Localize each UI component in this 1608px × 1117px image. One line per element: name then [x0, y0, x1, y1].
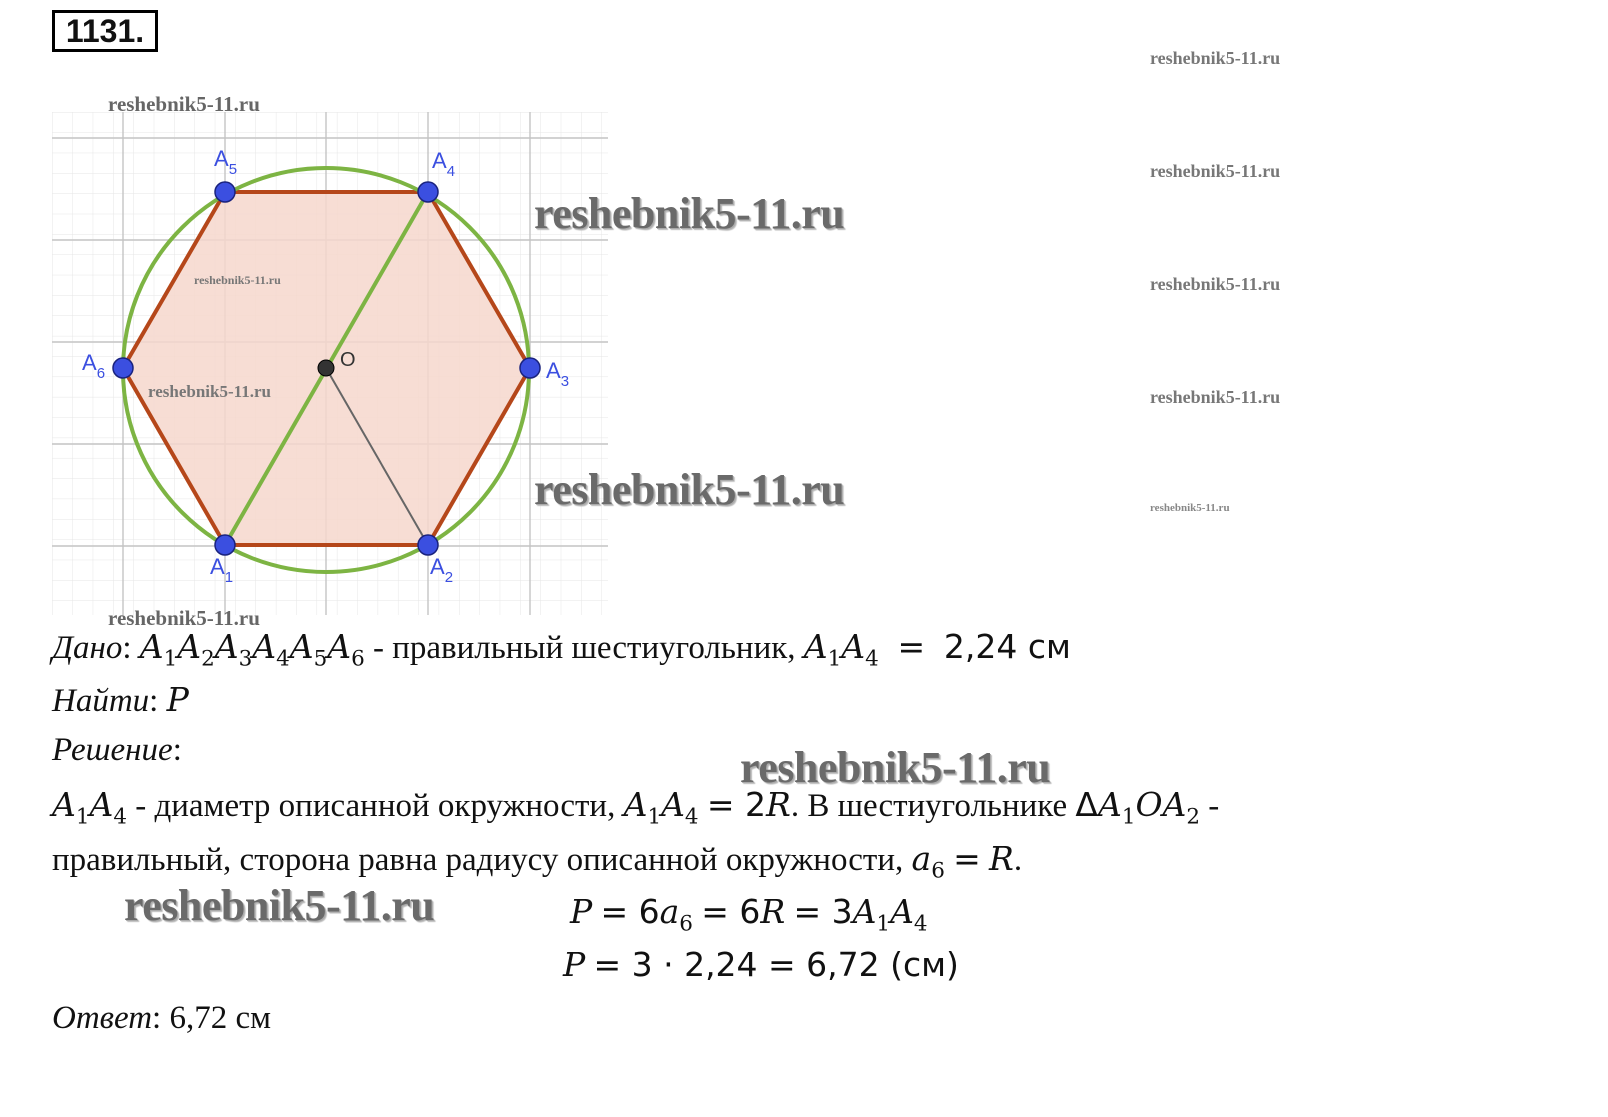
label-a6: $A_6$: [82, 350, 106, 382]
find-label: Найти: [52, 683, 150, 719]
watermark: reshebnik5-11.ru: [148, 382, 271, 401]
watermark: reshebnik5-11.ru: [108, 606, 260, 630]
watermark: reshebnik5-11.ru: [1150, 502, 1230, 514]
answer-value: 6,72 см: [169, 1000, 271, 1036]
vertex-a2: [418, 535, 438, 555]
watermark: reshebnik5-11.ru: [740, 743, 1051, 792]
watermark: reshebnik5-11.ru: [124, 881, 435, 930]
problem-number: 1131.: [52, 10, 158, 52]
solution-label: Решение: [52, 732, 173, 768]
formula-perimeter: $P = 6a_6 = 6R = 3A_1A_4$: [570, 892, 928, 937]
watermark: reshebnik5-11.ru: [534, 189, 845, 238]
solution-label-line: Решение:: [52, 732, 182, 768]
find-value: P: [166, 680, 189, 719]
label-a2: $A_2$: [430, 554, 454, 586]
given-line: Дано: $A_1A_2A_3A_4A_5A_6$ - правильный шестиугольник, $A_1A_4 = 2,24$ см: [52, 627, 1071, 672]
label-a3: $A_3$: [546, 358, 570, 390]
answer-label: Ответ: [52, 1000, 153, 1036]
given-value: 2,24 см: [943, 627, 1071, 666]
watermark: reshebnik5-11.ru: [194, 273, 281, 287]
label-center: O: [340, 349, 356, 371]
given-description: - правильный шестиугольник,: [364, 630, 796, 666]
watermark: reshebnik5-11.ru: [1150, 274, 1281, 294]
watermark: reshebnik5-11.ru: [1150, 161, 1281, 181]
vertex-a3: [520, 358, 540, 378]
center-point: [318, 360, 334, 376]
vertex-a1: [215, 535, 235, 555]
answer-line: Ответ: 6,72 см: [52, 1000, 271, 1036]
vertex-a4: [418, 182, 438, 202]
label-a5: $A_5$: [214, 146, 238, 178]
label-a4: $A_4$: [432, 148, 456, 180]
given-label: Дано: [52, 630, 123, 666]
hexagon-figure: [52, 112, 608, 615]
label-a1: $A_1$: [210, 554, 234, 586]
find-line: Найти: P: [52, 680, 189, 719]
watermark: reshebnik5-11.ru: [108, 92, 260, 116]
watermark: reshebnik5-11.ru: [1150, 387, 1281, 407]
vertex-a6: [113, 358, 133, 378]
watermark: reshebnik5-11.ru: [1150, 48, 1281, 68]
vertex-a5: [215, 182, 235, 202]
formula-calculation: P = 3 · 2,24 = 6,72 (см): [563, 945, 959, 984]
watermark: reshebnik5-11.ru: [534, 465, 845, 514]
solution-line-1: $A_1A_4$ - диаметр описанной окружности, $A_1A_4 = 2R$. В шестиугольнике $\Delta A_1OA_2$ -: [52, 785, 1220, 830]
solution-line-2: правильный, сторона равна радиусу описанной окружности, $a_6 = R$.: [52, 839, 1023, 884]
